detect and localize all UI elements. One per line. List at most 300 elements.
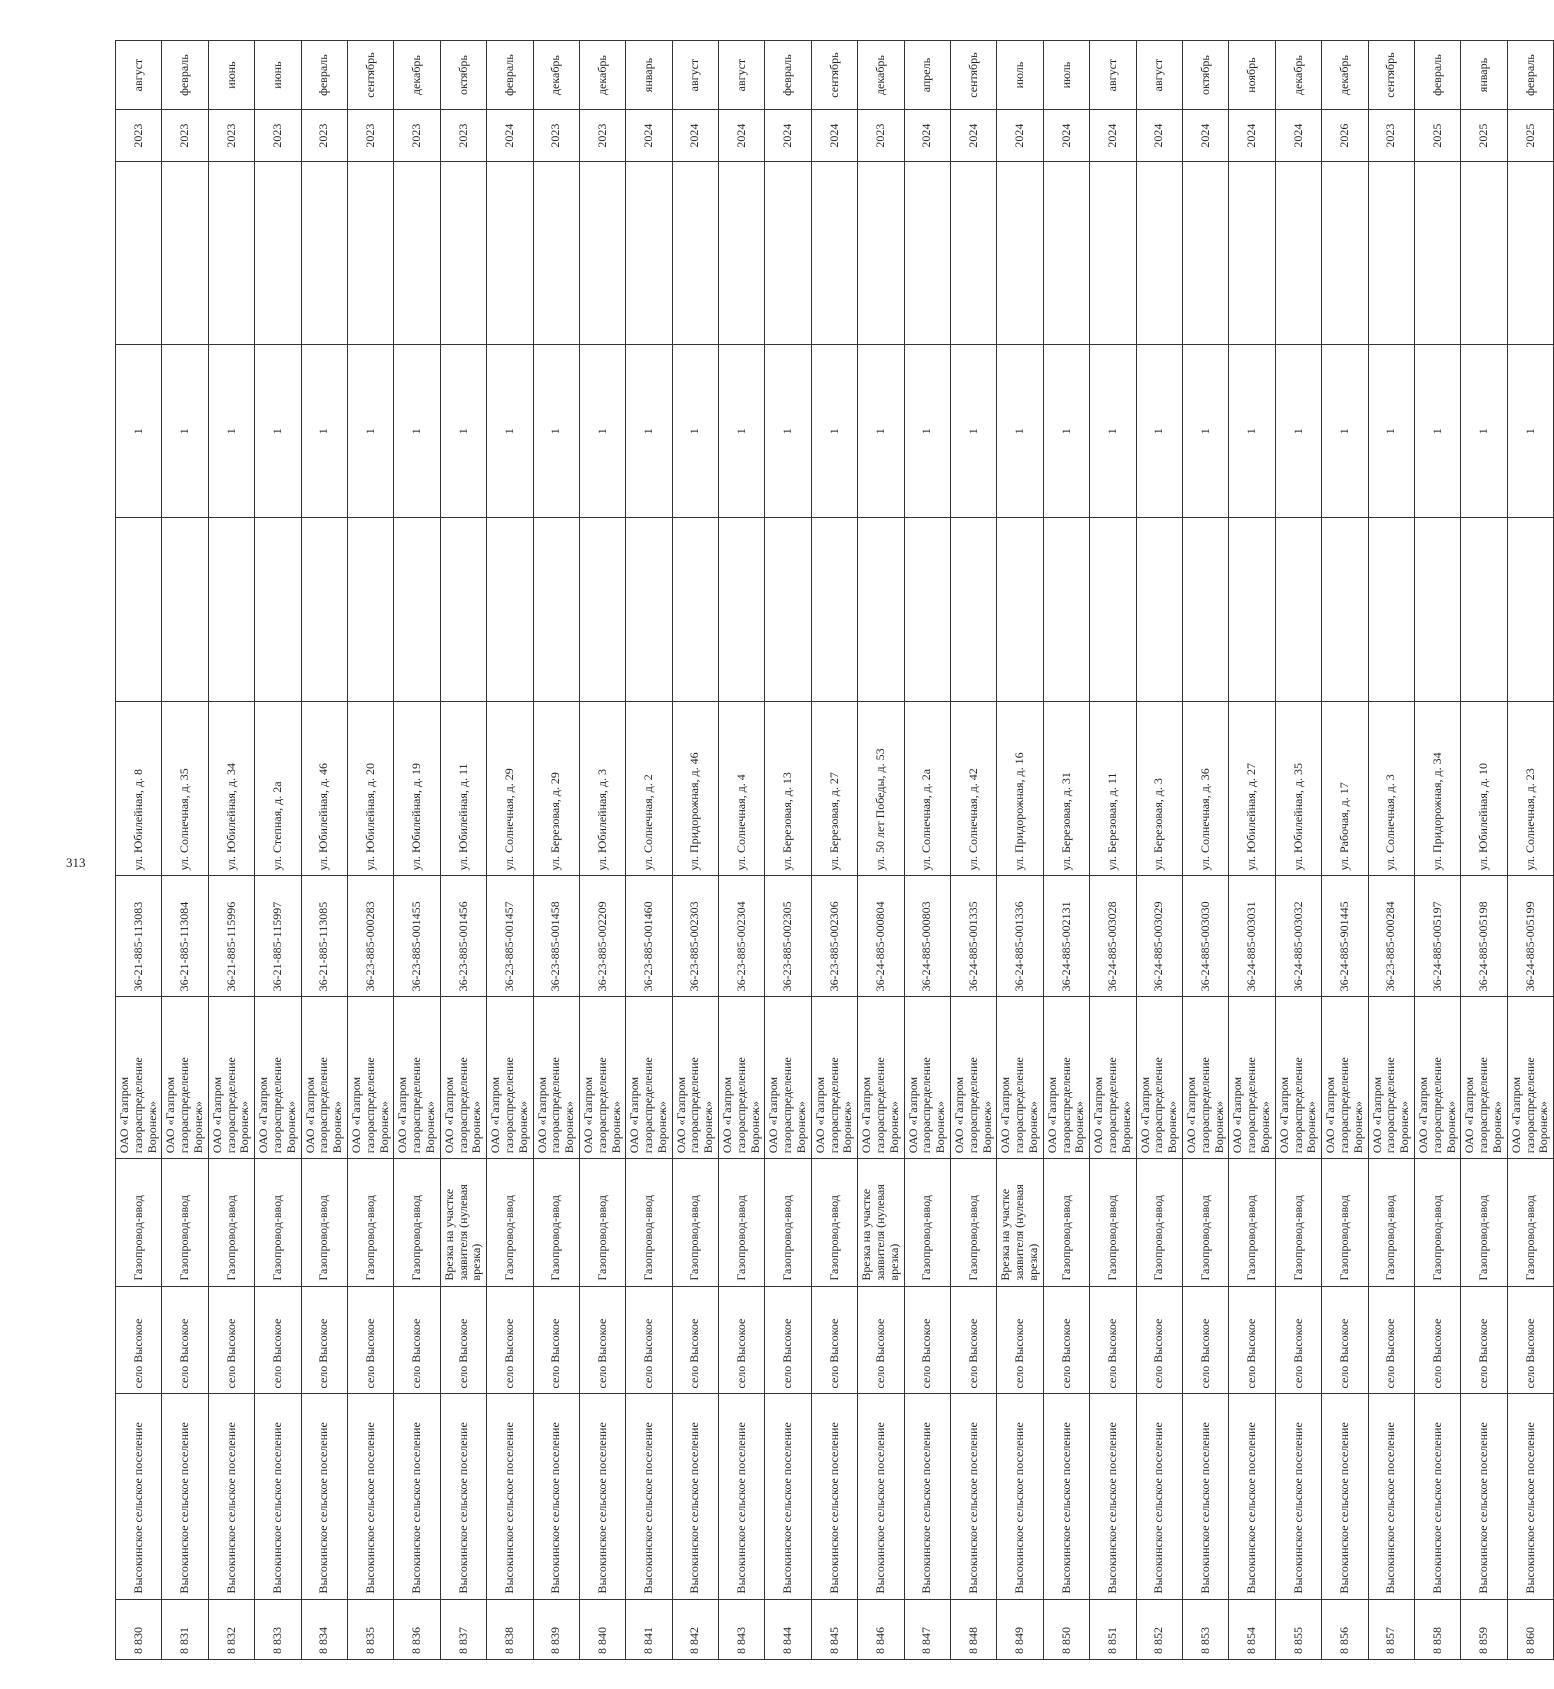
object-code-cell: 36-23-885-000283	[347, 876, 393, 997]
object-code-cell: 36-21-885-113083	[116, 876, 162, 997]
month-cell: август	[719, 41, 765, 110]
object-type-cell: Газопровод-ввод	[1461, 1159, 1507, 1286]
object-type-cell: Врезка на участке заявителя (нулевая врезка)	[440, 1159, 486, 1286]
municipality-cell: Высокинское сельское поселение	[301, 1394, 347, 1599]
table-row	[1182, 41, 1228, 1660]
blank-cell	[904, 518, 950, 701]
locality-cell: село Высокое	[672, 1286, 718, 1394]
municipality-cell: Высокинское сельское поселение	[719, 1394, 765, 1599]
locality-cell: село Высокое	[1136, 1286, 1182, 1394]
row-number-cell: 8 846	[858, 1599, 904, 1659]
table-row	[858, 41, 904, 1660]
year-cell: 2024	[997, 110, 1043, 162]
address-cell: ул. Березовая, д. 11	[1090, 701, 1136, 876]
quantity-cell: 1	[579, 345, 625, 518]
month-cell: июнь	[255, 41, 301, 110]
organization-cell: ОАО «Газпром газораспределение Воронеж»	[1229, 997, 1275, 1159]
row-number-cell: 8 848	[951, 1599, 997, 1659]
row-number-cell: 8 834	[301, 1599, 347, 1659]
month-cell: сентябрь	[347, 41, 393, 110]
month-cell: январь	[1461, 41, 1507, 110]
table-row	[765, 41, 811, 1660]
address-cell: ул. Солнечная, д. 3	[1368, 701, 1414, 876]
organization-cell: ОАО «Газпром газораспределение Воронеж»	[672, 997, 718, 1159]
year-cell: 2024	[951, 110, 997, 162]
locality-cell: село Высокое	[1322, 1286, 1368, 1394]
object-code-cell: 36-23-885-001457	[487, 876, 533, 997]
municipality-cell: Высокинское сельское поселение	[579, 1394, 625, 1599]
table-row	[394, 41, 440, 1660]
blank-cell	[116, 518, 162, 701]
municipality-cell: Высокинское сельское поселение	[1090, 1394, 1136, 1599]
table-row	[1507, 41, 1553, 1660]
year-cell: 2024	[1275, 110, 1321, 162]
year-cell: 2025	[1414, 110, 1460, 162]
object-type-cell: Врезка на участке заявителя (нулевая врезка)	[997, 1159, 1043, 1286]
blank-cell	[347, 518, 393, 701]
address-cell: ул. Солнечная, д. 2	[626, 701, 672, 876]
locality-cell: село Высокое	[440, 1286, 486, 1394]
locality-cell: село Высокое	[1229, 1286, 1275, 1394]
organization-cell: ОАО «Газпром газораспределение Воронеж»	[1322, 997, 1368, 1159]
month-cell: февраль	[162, 41, 208, 110]
blank-cell	[1043, 161, 1089, 344]
object-code-cell: 36-23-885-001456	[440, 876, 486, 997]
municipality-cell: Высокинское сельское поселение	[1043, 1394, 1089, 1599]
organization-cell: ОАО «Газпром газораспределение Воронеж»	[1368, 997, 1414, 1159]
object-type-cell: Газопровод-ввод	[904, 1159, 950, 1286]
row-number-cell: 8 853	[1182, 1599, 1228, 1659]
blank-cell	[1461, 518, 1507, 701]
quantity-cell: 1	[1136, 345, 1182, 518]
municipality-cell: Высокинское сельское поселение	[765, 1394, 811, 1599]
object-type-cell: Газопровод-ввод	[765, 1159, 811, 1286]
year-cell: 2023	[255, 110, 301, 162]
blank-cell	[1461, 161, 1507, 344]
municipality-cell: Высокинское сельское поселение	[904, 1394, 950, 1599]
locality-cell: село Высокое	[997, 1286, 1043, 1394]
municipality-cell: Высокинское сельское поселение	[255, 1394, 301, 1599]
municipality-cell: Высокинское сельское поселение	[951, 1394, 997, 1599]
year-cell: 2024	[765, 110, 811, 162]
year-cell: 2023	[116, 110, 162, 162]
row-number-cell: 8 854	[1229, 1599, 1275, 1659]
locality-cell: село Высокое	[626, 1286, 672, 1394]
row-number-cell: 8 856	[1322, 1599, 1368, 1659]
address-cell: ул. Рабочая, д. 17	[1322, 701, 1368, 876]
organization-cell: ОАО «Газпром газораспределение Воронеж»	[116, 997, 162, 1159]
blank-cell	[997, 518, 1043, 701]
quantity-cell: 1	[1275, 345, 1321, 518]
object-code-cell: 36-24-885-003031	[1229, 876, 1275, 997]
table-row	[1043, 41, 1089, 1660]
object-code-cell: 36-24-885-003028	[1090, 876, 1136, 997]
year-cell: 2024	[1136, 110, 1182, 162]
object-code-cell: 36-23-885-001460	[626, 876, 672, 997]
locality-cell: село Высокое	[765, 1286, 811, 1394]
year-cell: 2023	[579, 110, 625, 162]
object-type-cell: Газопровод-ввод	[255, 1159, 301, 1286]
locality-cell: село Высокое	[1507, 1286, 1553, 1394]
organization-cell: ОАО «Газпром газораспределение Воронеж»	[533, 997, 579, 1159]
blank-cell	[1414, 518, 1460, 701]
address-cell: ул. Придорожная, д. 34	[1414, 701, 1460, 876]
organization-cell: ОАО «Газпром газораспределение Воронеж»	[1461, 997, 1507, 1159]
organization-cell: ОАО «Газпром газораспределение Воронеж»	[347, 997, 393, 1159]
locality-cell: село Высокое	[301, 1286, 347, 1394]
municipality-cell: Высокинское сельское поселение	[162, 1394, 208, 1599]
month-cell: июль	[997, 41, 1043, 110]
address-cell: ул. Солнечная, д. 23	[1507, 701, 1553, 876]
row-number-cell: 8 836	[394, 1599, 440, 1659]
table-row	[487, 41, 533, 1660]
quantity-cell: 1	[255, 345, 301, 518]
blank-cell	[672, 161, 718, 344]
quantity-cell: 1	[858, 345, 904, 518]
blank-cell	[116, 161, 162, 344]
row-number-cell: 8 831	[162, 1599, 208, 1659]
table-row	[1368, 41, 1414, 1660]
table-row	[116, 41, 162, 1660]
month-cell: январь	[626, 41, 672, 110]
year-cell: 2023	[208, 110, 254, 162]
address-cell: ул. Придорожная, д. 46	[672, 701, 718, 876]
blank-cell	[1322, 161, 1368, 344]
address-cell: ул. Березовая, д. 29	[533, 701, 579, 876]
object-code-cell: 36-21-885-113085	[301, 876, 347, 997]
year-cell: 2023	[301, 110, 347, 162]
page-number: 313	[66, 855, 86, 870]
month-cell: ноябрь	[1229, 41, 1275, 110]
municipality-cell: Высокинское сельское поселение	[1507, 1394, 1553, 1599]
quantity-cell: 1	[626, 345, 672, 518]
object-type-cell: Газопровод-ввод	[533, 1159, 579, 1286]
row-number-cell: 8 859	[1461, 1599, 1507, 1659]
blank-cell	[997, 161, 1043, 344]
year-cell: 2025	[1507, 110, 1553, 162]
quantity-cell: 1	[1368, 345, 1414, 518]
year-cell: 2024	[904, 110, 950, 162]
object-type-cell: Газопровод-ввод	[579, 1159, 625, 1286]
address-cell: ул. Юбилейная, д. 8	[116, 701, 162, 876]
locality-cell: село Высокое	[255, 1286, 301, 1394]
object-type-cell: Газопровод-ввод	[1414, 1159, 1460, 1286]
table-row	[162, 41, 208, 1660]
object-type-cell: Газопровод-ввод	[1368, 1159, 1414, 1286]
object-code-cell: 36-24-885-005199	[1507, 876, 1553, 997]
organization-cell: ОАО «Газпром газораспределение Воронеж»	[1090, 997, 1136, 1159]
address-cell: ул. Березовая, д. 27	[811, 701, 857, 876]
locality-cell: село Высокое	[487, 1286, 533, 1394]
table-row	[255, 41, 301, 1660]
table-row	[1090, 41, 1136, 1660]
locality-cell: село Высокое	[162, 1286, 208, 1394]
municipality-cell: Высокинское сельское поселение	[811, 1394, 857, 1599]
table-row	[719, 41, 765, 1660]
month-cell: декабрь	[394, 41, 440, 110]
table-row	[579, 41, 625, 1660]
month-cell: сентябрь	[811, 41, 857, 110]
address-cell: ул. Юбилейная, д. 35	[1275, 701, 1321, 876]
address-cell: ул. Солнечная, д. 42	[951, 701, 997, 876]
row-number-cell: 8 841	[626, 1599, 672, 1659]
object-code-cell: 36-24-885-000803	[904, 876, 950, 997]
locality-cell: село Высокое	[1368, 1286, 1414, 1394]
object-code-cell: 36-23-885-002209	[579, 876, 625, 997]
table-body	[116, 41, 1554, 1660]
blank-cell	[1275, 161, 1321, 344]
address-cell: ул. Юбилейная, д. 10	[1461, 701, 1507, 876]
object-code-cell: 36-23-885-002304	[719, 876, 765, 997]
month-cell: декабрь	[579, 41, 625, 110]
object-type-cell: Газопровод-ввод	[347, 1159, 393, 1286]
quantity-cell: 1	[811, 345, 857, 518]
blank-cell	[487, 518, 533, 701]
organization-cell: ОАО «Газпром газораспределение Воронеж»	[1043, 997, 1089, 1159]
address-cell: ул. Солнечная, д. 36	[1182, 701, 1228, 876]
organization-cell: ОАО «Газпром газораспределение Воронеж»	[255, 997, 301, 1159]
quantity-cell: 1	[1507, 345, 1553, 518]
row-number-cell: 8 860	[1507, 1599, 1553, 1659]
quantity-cell: 1	[765, 345, 811, 518]
month-cell: июль	[1043, 41, 1089, 110]
address-cell: ул. Юбилейная, д. 46	[301, 701, 347, 876]
blank-cell	[1229, 518, 1275, 701]
municipality-cell: Высокинское сельское поселение	[1461, 1394, 1507, 1599]
object-type-cell: Газопровод-ввод	[1090, 1159, 1136, 1286]
blank-cell	[1507, 161, 1553, 344]
year-cell: 2023	[533, 110, 579, 162]
organization-cell: ОАО «Газпром газораспределение Воронеж»	[1136, 997, 1182, 1159]
blank-cell	[626, 161, 672, 344]
address-cell: ул. Юбилейная, д. 20	[347, 701, 393, 876]
table-row	[672, 41, 718, 1660]
blank-cell	[301, 161, 347, 344]
table-row	[533, 41, 579, 1660]
table-row	[440, 41, 486, 1660]
object-type-cell: Газопровод-ввод	[1136, 1159, 1182, 1286]
blank-cell	[347, 161, 393, 344]
month-cell: август	[672, 41, 718, 110]
address-cell: ул. Степная, д. 2а	[255, 701, 301, 876]
locality-cell: село Высокое	[1461, 1286, 1507, 1394]
object-code-cell: 36-24-885-002131	[1043, 876, 1089, 997]
organization-cell: ОАО «Газпром газораспределение Воронеж»	[301, 997, 347, 1159]
quantity-cell: 1	[487, 345, 533, 518]
blank-cell	[626, 518, 672, 701]
blank-cell	[487, 161, 533, 344]
object-type-cell: Газопровод-ввод	[951, 1159, 997, 1286]
month-cell: сентябрь	[1368, 41, 1414, 110]
object-code-cell: 36-24-885-003030	[1182, 876, 1228, 997]
locality-cell: село Высокое	[116, 1286, 162, 1394]
table-row	[997, 41, 1043, 1660]
table-row	[208, 41, 254, 1660]
organization-cell: ОАО «Газпром газораспределение Воронеж»	[951, 997, 997, 1159]
locality-cell: село Высокое	[1275, 1286, 1321, 1394]
municipality-cell: Высокинское сельское поселение	[487, 1394, 533, 1599]
month-cell: октябрь	[440, 41, 486, 110]
blank-cell	[719, 161, 765, 344]
blank-cell	[440, 518, 486, 701]
row-number-cell: 8 839	[533, 1599, 579, 1659]
address-cell: ул. Солнечная, д. 2а	[904, 701, 950, 876]
year-cell: 2023	[858, 110, 904, 162]
blank-cell	[162, 161, 208, 344]
municipality-cell: Высокинское сельское поселение	[1322, 1394, 1368, 1599]
table-row	[904, 41, 950, 1660]
blank-cell	[301, 518, 347, 701]
month-cell: август	[1090, 41, 1136, 110]
quantity-cell: 1	[440, 345, 486, 518]
locality-cell: село Высокое	[1090, 1286, 1136, 1394]
table-row	[1136, 41, 1182, 1660]
year-cell: 2024	[1229, 110, 1275, 162]
object-type-cell: Газопровод-ввод	[1043, 1159, 1089, 1286]
blank-cell	[1368, 518, 1414, 701]
blank-cell	[1182, 518, 1228, 701]
blank-cell	[811, 161, 857, 344]
quantity-cell: 1	[997, 345, 1043, 518]
address-cell: ул. Солнечная, д. 4	[719, 701, 765, 876]
month-cell: октябрь	[1182, 41, 1228, 110]
address-cell: ул. Березовая, д. 31	[1043, 701, 1089, 876]
year-cell: 2026	[1322, 110, 1368, 162]
quantity-cell: 1	[1322, 345, 1368, 518]
organization-cell: ОАО «Газпром газораспределение Воронеж»	[1414, 997, 1460, 1159]
table-row	[1322, 41, 1368, 1660]
locality-cell: село Высокое	[533, 1286, 579, 1394]
municipality-cell: Высокинское сельское поселение	[208, 1394, 254, 1599]
row-number-cell: 8 847	[904, 1599, 950, 1659]
municipality-cell: Высокинское сельское поселение	[1275, 1394, 1321, 1599]
blank-cell	[858, 518, 904, 701]
object-code-cell: 36-24-885-005198	[1461, 876, 1507, 997]
row-number-cell: 8 857	[1368, 1599, 1414, 1659]
blank-cell	[1322, 518, 1368, 701]
row-number-cell: 8 858	[1414, 1599, 1460, 1659]
locality-cell: село Высокое	[394, 1286, 440, 1394]
locality-cell: село Высокое	[1414, 1286, 1460, 1394]
year-cell: 2024	[1043, 110, 1089, 162]
municipality-cell: Высокинское сельское поселение	[672, 1394, 718, 1599]
table-row	[347, 41, 393, 1660]
quantity-cell: 1	[162, 345, 208, 518]
locality-cell: село Высокое	[719, 1286, 765, 1394]
month-cell: декабрь	[533, 41, 579, 110]
locality-cell: село Высокое	[208, 1286, 254, 1394]
table-row	[301, 41, 347, 1660]
year-cell: 2023	[440, 110, 486, 162]
address-cell: ул. Юбилейная, д. 19	[394, 701, 440, 876]
object-code-cell: 36-24-885-003032	[1275, 876, 1321, 997]
address-cell: ул. Березовая, д. 13	[765, 701, 811, 876]
address-cell: ул. Солнечная, д. 29	[487, 701, 533, 876]
month-cell: апрель	[904, 41, 950, 110]
quantity-cell: 1	[116, 345, 162, 518]
year-cell: 2023	[162, 110, 208, 162]
table-row	[1229, 41, 1275, 1660]
quantity-cell: 1	[1043, 345, 1089, 518]
blank-cell	[533, 161, 579, 344]
blank-cell	[1182, 161, 1228, 344]
month-cell: декабрь	[1275, 41, 1321, 110]
object-type-cell: Газопровод-ввод	[1182, 1159, 1228, 1286]
blank-cell	[1507, 518, 1553, 701]
address-cell: ул. Солнечная, д. 35	[162, 701, 208, 876]
year-cell: 2023	[394, 110, 440, 162]
quantity-cell: 1	[1461, 345, 1507, 518]
address-cell: ул. Юбилейная, д. 3	[579, 701, 625, 876]
organization-cell: ОАО «Газпром газораспределение Воронеж»	[719, 997, 765, 1159]
year-cell: 2024	[719, 110, 765, 162]
municipality-cell: Высокинское сельское поселение	[858, 1394, 904, 1599]
quantity-cell: 1	[394, 345, 440, 518]
month-cell: февраль	[301, 41, 347, 110]
object-type-cell: Газопровод-ввод	[116, 1159, 162, 1286]
row-number-cell: 8 842	[672, 1599, 718, 1659]
month-cell: август	[1136, 41, 1182, 110]
object-code-cell: 36-23-885-001455	[394, 876, 440, 997]
row-number-cell: 8 855	[1275, 1599, 1321, 1659]
organization-cell: ОАО «Газпром газораспределение Воронеж»	[811, 997, 857, 1159]
object-code-cell: 36-24-885-000804	[858, 876, 904, 997]
quantity-cell: 1	[208, 345, 254, 518]
object-type-cell: Газопровод-ввод	[208, 1159, 254, 1286]
table-row	[1275, 41, 1321, 1660]
year-cell: 2025	[1461, 110, 1507, 162]
blank-cell	[394, 518, 440, 701]
blank-cell	[208, 518, 254, 701]
municipality-cell: Высокинское сельское поселение	[1229, 1394, 1275, 1599]
municipality-cell: Высокинское сельское поселение	[116, 1394, 162, 1599]
row-number-cell: 8 840	[579, 1599, 625, 1659]
organization-cell: ОАО «Газпром газораспределение Воронеж»	[579, 997, 625, 1159]
blank-cell	[255, 161, 301, 344]
blank-cell	[579, 518, 625, 701]
table-row	[626, 41, 672, 1660]
object-type-cell: Газопровод-ввод	[1275, 1159, 1321, 1286]
quantity-cell: 1	[1414, 345, 1460, 518]
organization-cell: ОАО «Газпром газораспределение Воронеж»	[440, 997, 486, 1159]
blank-cell	[1275, 518, 1321, 701]
organization-cell: ОАО «Газпром газораспределение Воронеж»	[1182, 997, 1228, 1159]
object-code-cell: 36-24-885-003029	[1136, 876, 1182, 997]
locality-cell: село Высокое	[811, 1286, 857, 1394]
object-code-cell: 36-24-885-901445	[1322, 876, 1368, 997]
month-cell: август	[116, 41, 162, 110]
organization-cell: ОАО «Газпром газораспределение Воронеж»	[487, 997, 533, 1159]
object-code-cell: 36-24-885-005197	[1414, 876, 1460, 997]
object-type-cell: Газопровод-ввод	[672, 1159, 718, 1286]
row-number-cell: 8 850	[1043, 1599, 1089, 1659]
organization-cell: ОАО «Газпром газораспределение Воронеж»	[208, 997, 254, 1159]
blank-cell	[811, 518, 857, 701]
blank-cell	[951, 161, 997, 344]
municipality-cell: Высокинское сельское поселение	[997, 1394, 1043, 1599]
blank-cell	[533, 518, 579, 701]
row-number-cell: 8 843	[719, 1599, 765, 1659]
blank-cell	[765, 161, 811, 344]
locality-cell: село Высокое	[347, 1286, 393, 1394]
blank-cell	[719, 518, 765, 701]
blank-cell	[440, 161, 486, 344]
object-type-cell: Газопровод-ввод	[487, 1159, 533, 1286]
object-code-cell: 36-23-885-002305	[765, 876, 811, 997]
year-cell: 2023	[347, 110, 393, 162]
locality-cell: село Высокое	[579, 1286, 625, 1394]
quantity-cell: 1	[347, 345, 393, 518]
